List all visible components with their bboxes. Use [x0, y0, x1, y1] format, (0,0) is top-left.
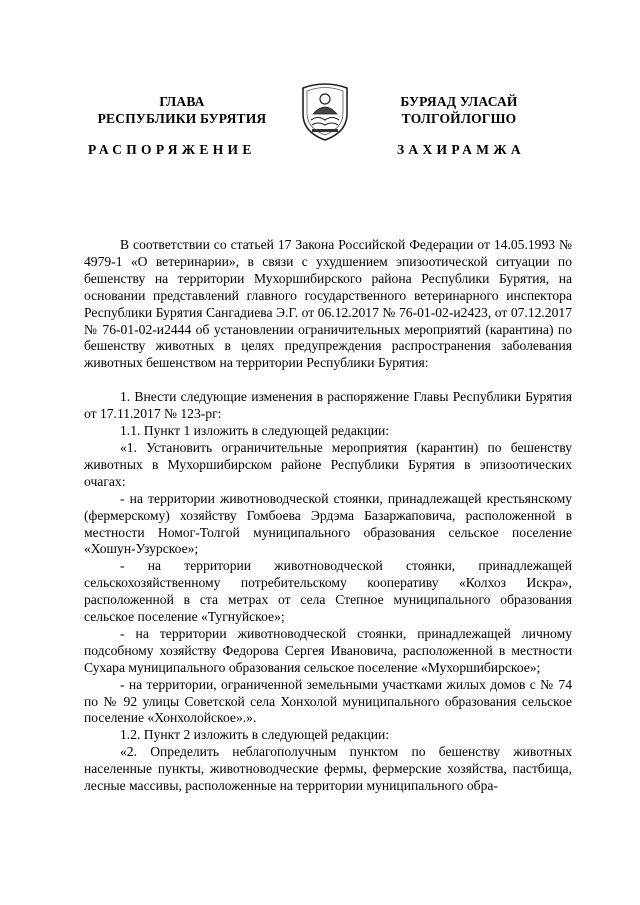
- list-item: - на территории животноводческой стоянки, принадлежащей личному подсобному хозяйству Федорова Сергея Ивановича, расположенной в местности Сухара муниципального образования сельское поселение «Мухоршибирское»;: [84, 625, 572, 675]
- clause-1-2: 1.2. Пункт 2 изложить в следующей редакции:: [120, 727, 390, 743]
- list-item: - на территории, ограниченной земельными участками жилых домов с № 74 по № 92 улицы Советской села Хонхолой муниципального образования сельское поселение «Хонхолойское».».: [84, 676, 572, 726]
- issuer-line-2: РЕСПУБЛИКИ БУРЯТИЯ: [97, 111, 267, 126]
- document-type-bua: ЗАХИРАМЖА: [397, 142, 525, 157]
- clause-1-2-text: «2. Определить неблагополучным пунктом по бешенству животных населенные пункты, животноводческие фермы, фермерские хозяйства, пастбища, лесные массивы, расположенные на территории муниципального обра-: [84, 744, 572, 794]
- coat-of-arms-emblem-icon: [297, 80, 353, 142]
- issuer-line-1-bua: БУРЯАД УЛАСАЙ: [400, 94, 518, 109]
- document-type-ru: РАСПОРЯЖЕНИЕ: [88, 142, 256, 157]
- issuer-line-2-bua: ТОЛГОЙЛОГШО: [401, 111, 517, 126]
- issuer-line-1: ГЛАВА: [159, 94, 205, 109]
- clause-1: 1. Внести следующие изменения в распоряжение Главы Республики Бурятия от 17.11.2017 № 123-рг:: [84, 389, 572, 422]
- clause-1-1: 1.1. Пункт 1 изложить в следующей редакции:: [120, 423, 390, 439]
- issuer-title-ru: [82, 93, 282, 127]
- preamble-paragraph: В соответствии со статьей 17 Закона Российской Федерации от 14.05.1993 № 4979-1 «О ветеринарии», в связи с ухудшением эпизоотической ситуации по бешенству на территории Мухоршибирского района Республики Бурятия, на основании представлений главного государственного ветеринарного инспектора Республики Бурятия Сангадиева Э.Г. от 06.12.2017 № 76-01-02-и2423, от 07.12.2017 № 76-01-02-и2444 об установлении ограничительных мероприятий (карантина) по бешенству животных в целях предупреждения распространения заболевания животных бешенством на территории Республики Бурятия:: [84, 237, 572, 371]
- list-item: - на территории животноводческой стоянки, принадлежащей сельскохозяйственному потребительскому кооперативу «Колхоз Искра», расположенной в ста метрах от села Степное муниципального образования сельское поселение «Тугнуйское»;: [84, 558, 572, 625]
- document-body: [84, 237, 572, 795]
- clause-1-1-text: «1. Установить ограничительные мероприятия (карантин) по бешенству животных в Мухоршибирском районе Республики Бурятия в эпизоотических очагах:: [84, 439, 572, 489]
- issuer-title-bua: [374, 93, 544, 127]
- list-item: - на территории животноводческой стоянки, принадлежащей крестьянскому (фермерскому) хозяйству Гомбоева Эрдэма Базаржаповича, расположенной в местности Номог-Толгой муниципального образования сельское поселение «Хошун-Узурское»;: [84, 490, 572, 557]
